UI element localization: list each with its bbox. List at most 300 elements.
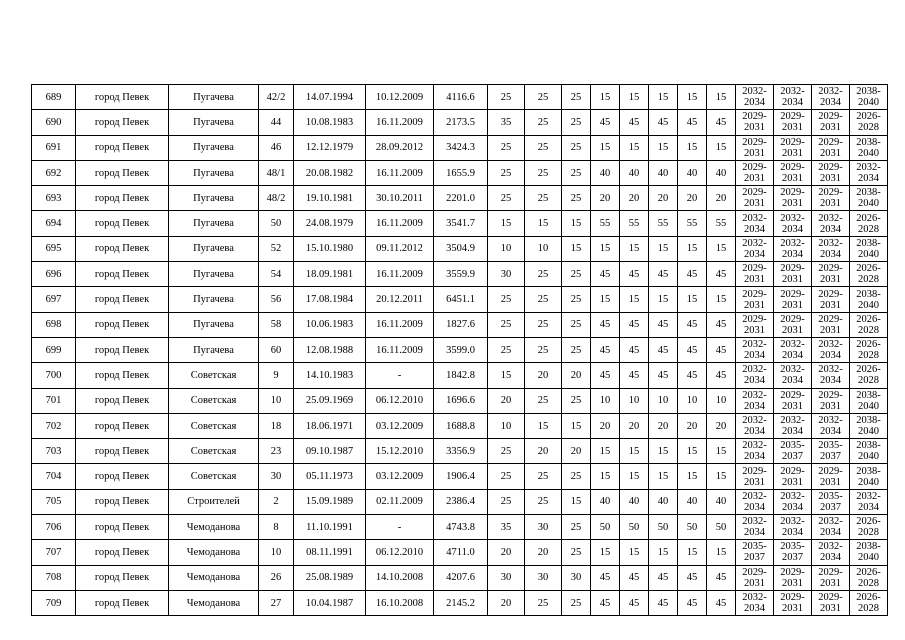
wear-percent-cell: 25 xyxy=(562,85,591,110)
wear-percent-cell: 25 xyxy=(525,85,562,110)
wear-percent-cell: 10 xyxy=(678,388,707,413)
wear-percent-cell: 45 xyxy=(591,262,620,287)
wear-percent-cell: 45 xyxy=(678,565,707,590)
table-row xyxy=(32,337,888,362)
house-number-cell: 27 xyxy=(259,590,294,615)
city-cell: город Певек xyxy=(76,160,169,185)
wear-percent-cell: 20 xyxy=(591,413,620,438)
wear-percent-cell: 45 xyxy=(591,110,620,135)
table-body xyxy=(32,85,888,616)
wear-percent-cell: 25 xyxy=(488,287,525,312)
house-number-cell: 54 xyxy=(259,262,294,287)
wear-percent-cell: 40 xyxy=(707,160,736,185)
survey-date-cell: 16.11.2009 xyxy=(366,262,434,287)
repair-period-cell: 2029-2031 xyxy=(812,464,850,489)
city-cell: город Певек xyxy=(76,464,169,489)
repair-period-cell: 2029-2031 xyxy=(774,186,812,211)
repair-period-cell: 2032-2034 xyxy=(850,489,888,514)
area-cell: 2201.0 xyxy=(434,186,488,211)
street-cell: Пугачева xyxy=(169,135,259,160)
wear-percent-cell: 25 xyxy=(525,337,562,362)
survey-date-cell: 30.10.2011 xyxy=(366,186,434,211)
wear-percent-cell: 45 xyxy=(678,337,707,362)
commission-date-cell: 10.04.1987 xyxy=(294,590,366,615)
survey-date-cell: 28.09.2012 xyxy=(366,135,434,160)
wear-percent-cell: 15 xyxy=(591,540,620,565)
survey-date-cell: 16.10.2008 xyxy=(366,590,434,615)
commission-date-cell: 15.10.1980 xyxy=(294,236,366,261)
wear-percent-cell: 45 xyxy=(591,590,620,615)
wear-percent-cell: 45 xyxy=(649,590,678,615)
street-cell: Чемоданова xyxy=(169,540,259,565)
repair-period-cell: 2035-2037 xyxy=(774,439,812,464)
area-cell: 2145.2 xyxy=(434,590,488,615)
city-cell: город Певек xyxy=(76,211,169,236)
wear-percent-cell: 20 xyxy=(678,413,707,438)
area-cell: 3559.9 xyxy=(434,262,488,287)
commission-date-cell: 24.08.1979 xyxy=(294,211,366,236)
table-row xyxy=(32,135,888,160)
wear-percent-cell: 10 xyxy=(591,388,620,413)
wear-percent-cell: 45 xyxy=(649,565,678,590)
wear-percent-cell: 25 xyxy=(562,262,591,287)
repair-period-cell: 2029-2031 xyxy=(774,110,812,135)
survey-date-cell: 16.11.2009 xyxy=(366,312,434,337)
wear-percent-cell: 15 xyxy=(707,464,736,489)
wear-percent-cell: 15 xyxy=(525,211,562,236)
table-row xyxy=(32,540,888,565)
survey-date-cell: 16.11.2009 xyxy=(366,160,434,185)
table-row xyxy=(32,489,888,514)
repair-period-cell: 2026-2028 xyxy=(850,337,888,362)
repair-period-cell: 2029-2031 xyxy=(812,110,850,135)
city-cell: город Певек xyxy=(76,110,169,135)
wear-percent-cell: 20 xyxy=(707,186,736,211)
wear-percent-cell: 15 xyxy=(488,211,525,236)
repair-period-cell: 2038-2040 xyxy=(850,388,888,413)
wear-percent-cell: 45 xyxy=(678,262,707,287)
wear-percent-cell: 25 xyxy=(488,439,525,464)
street-cell: Советская xyxy=(169,363,259,388)
repair-period-cell: 2029-2031 xyxy=(812,388,850,413)
house-number-cell: 26 xyxy=(259,565,294,590)
area-cell: 1688.8 xyxy=(434,413,488,438)
repair-period-cell: 2032-2034 xyxy=(812,211,850,236)
row-number-cell: 705 xyxy=(32,489,76,514)
house-number-cell: 48/1 xyxy=(259,160,294,185)
wear-percent-cell: 15 xyxy=(707,236,736,261)
row-number-cell: 690 xyxy=(32,110,76,135)
repair-period-cell: 2029-2031 xyxy=(774,262,812,287)
house-number-cell: 46 xyxy=(259,135,294,160)
repair-period-cell: 2029-2031 xyxy=(736,565,774,590)
wear-percent-cell: 25 xyxy=(488,464,525,489)
wear-percent-cell: 15 xyxy=(707,439,736,464)
wear-percent-cell: 25 xyxy=(525,590,562,615)
wear-percent-cell: 25 xyxy=(525,312,562,337)
commission-date-cell: 25.08.1989 xyxy=(294,565,366,590)
wear-percent-cell: 10 xyxy=(707,388,736,413)
area-cell: 1696.6 xyxy=(434,388,488,413)
table-row xyxy=(32,186,888,211)
survey-date-cell: 09.11.2012 xyxy=(366,236,434,261)
wear-percent-cell: 25 xyxy=(562,186,591,211)
wear-percent-cell: 10 xyxy=(488,413,525,438)
row-number-cell: 707 xyxy=(32,540,76,565)
wear-percent-cell: 45 xyxy=(707,565,736,590)
repair-period-cell: 2032-2034 xyxy=(812,363,850,388)
repair-period-cell: 2029-2031 xyxy=(774,135,812,160)
repair-period-cell: 2032-2034 xyxy=(774,413,812,438)
wear-percent-cell: 25 xyxy=(525,110,562,135)
wear-percent-cell: 20 xyxy=(562,363,591,388)
commission-date-cell: 19.10.1981 xyxy=(294,186,366,211)
house-number-cell: 58 xyxy=(259,312,294,337)
wear-percent-cell: 15 xyxy=(562,211,591,236)
wear-percent-cell: 45 xyxy=(620,262,649,287)
row-number-cell: 708 xyxy=(32,565,76,590)
house-number-cell: 56 xyxy=(259,287,294,312)
commission-date-cell: 10.06.1983 xyxy=(294,312,366,337)
repair-period-cell: 2032-2034 xyxy=(812,413,850,438)
wear-percent-cell: 30 xyxy=(488,565,525,590)
repair-period-cell: 2032-2034 xyxy=(736,489,774,514)
wear-percent-cell: 45 xyxy=(649,337,678,362)
table-row xyxy=(32,236,888,261)
wear-percent-cell: 15 xyxy=(649,135,678,160)
commission-date-cell: 18.09.1981 xyxy=(294,262,366,287)
wear-percent-cell: 25 xyxy=(525,135,562,160)
row-number-cell: 691 xyxy=(32,135,76,160)
repair-period-cell: 2029-2031 xyxy=(812,312,850,337)
street-cell: Пугачева xyxy=(169,85,259,110)
repair-period-cell: 2038-2040 xyxy=(850,540,888,565)
street-cell: Пугачева xyxy=(169,312,259,337)
repair-period-cell: 2026-2028 xyxy=(850,312,888,337)
wear-percent-cell: 20 xyxy=(707,413,736,438)
repair-period-cell: 2029-2031 xyxy=(774,590,812,615)
repair-period-cell: 2029-2031 xyxy=(736,312,774,337)
wear-percent-cell: 15 xyxy=(620,287,649,312)
repair-period-cell: 2029-2031 xyxy=(812,186,850,211)
wear-percent-cell: 25 xyxy=(562,540,591,565)
wear-percent-cell: 45 xyxy=(620,312,649,337)
survey-date-cell: - xyxy=(366,363,434,388)
repair-period-cell: 2038-2040 xyxy=(850,135,888,160)
wear-percent-cell: 45 xyxy=(707,312,736,337)
area-cell: 1842.8 xyxy=(434,363,488,388)
wear-percent-cell: 20 xyxy=(525,439,562,464)
wear-percent-cell: 15 xyxy=(620,236,649,261)
row-number-cell: 696 xyxy=(32,262,76,287)
table-row xyxy=(32,413,888,438)
repair-period-cell: 2029-2031 xyxy=(774,464,812,489)
wear-percent-cell: 15 xyxy=(620,85,649,110)
wear-percent-cell: 50 xyxy=(678,515,707,540)
wear-percent-cell: 25 xyxy=(562,160,591,185)
wear-percent-cell: 35 xyxy=(488,515,525,540)
wear-percent-cell: 40 xyxy=(591,489,620,514)
wear-percent-cell: 50 xyxy=(620,515,649,540)
wear-percent-cell: 55 xyxy=(591,211,620,236)
wear-percent-cell: 20 xyxy=(525,540,562,565)
street-cell: Строителей xyxy=(169,489,259,514)
commission-date-cell: 14.07.1994 xyxy=(294,85,366,110)
survey-date-cell: 16.11.2009 xyxy=(366,337,434,362)
wear-percent-cell: 25 xyxy=(488,489,525,514)
wear-percent-cell: 45 xyxy=(649,363,678,388)
area-cell: 4743.8 xyxy=(434,515,488,540)
wear-percent-cell: 15 xyxy=(525,413,562,438)
commission-date-cell: 17.08.1984 xyxy=(294,287,366,312)
row-number-cell: 709 xyxy=(32,590,76,615)
wear-percent-cell: 15 xyxy=(620,464,649,489)
house-number-cell: 10 xyxy=(259,540,294,565)
wear-percent-cell: 25 xyxy=(488,337,525,362)
wear-percent-cell: 40 xyxy=(620,489,649,514)
wear-percent-cell: 15 xyxy=(678,439,707,464)
wear-percent-cell: 45 xyxy=(678,110,707,135)
wear-percent-cell: 45 xyxy=(620,110,649,135)
repair-period-cell: 2029-2031 xyxy=(774,312,812,337)
wear-percent-cell: 10 xyxy=(488,236,525,261)
survey-date-cell: 06.12.2010 xyxy=(366,540,434,565)
wear-percent-cell: 45 xyxy=(707,590,736,615)
repair-period-cell: 2032-2034 xyxy=(850,160,888,185)
wear-percent-cell: 15 xyxy=(620,135,649,160)
wear-percent-cell: 25 xyxy=(488,312,525,337)
wear-percent-cell: 20 xyxy=(649,413,678,438)
wear-percent-cell: 20 xyxy=(591,186,620,211)
commission-date-cell: 05.11.1973 xyxy=(294,464,366,489)
area-cell: 1906.4 xyxy=(434,464,488,489)
repair-period-cell: 2026-2028 xyxy=(850,211,888,236)
wear-percent-cell: 40 xyxy=(678,160,707,185)
house-number-cell: 60 xyxy=(259,337,294,362)
wear-percent-cell: 55 xyxy=(620,211,649,236)
table-row xyxy=(32,312,888,337)
street-cell: Пугачева xyxy=(169,262,259,287)
city-cell: город Певек xyxy=(76,590,169,615)
street-cell: Пугачева xyxy=(169,186,259,211)
wear-percent-cell: 15 xyxy=(562,489,591,514)
repair-period-cell: 2029-2031 xyxy=(812,262,850,287)
repair-period-cell: 2029-2031 xyxy=(736,287,774,312)
survey-date-cell: 16.11.2009 xyxy=(366,211,434,236)
table-row xyxy=(32,160,888,185)
survey-date-cell: 20.12.2011 xyxy=(366,287,434,312)
house-number-cell: 30 xyxy=(259,464,294,489)
wear-percent-cell: 20 xyxy=(678,186,707,211)
city-cell: город Певек xyxy=(76,135,169,160)
city-cell: город Певек xyxy=(76,85,169,110)
wear-percent-cell: 15 xyxy=(707,135,736,160)
street-cell: Пугачева xyxy=(169,287,259,312)
repair-period-cell: 2026-2028 xyxy=(850,565,888,590)
wear-percent-cell: 40 xyxy=(707,489,736,514)
repair-period-cell: 2029-2031 xyxy=(736,186,774,211)
row-number-cell: 692 xyxy=(32,160,76,185)
city-cell: город Певек xyxy=(76,413,169,438)
repair-period-cell: 2038-2040 xyxy=(850,464,888,489)
commission-date-cell: 10.08.1983 xyxy=(294,110,366,135)
commission-date-cell: 12.12.1979 xyxy=(294,135,366,160)
commission-date-cell: 18.06.1971 xyxy=(294,413,366,438)
wear-percent-cell: 15 xyxy=(678,236,707,261)
survey-date-cell: 16.11.2009 xyxy=(366,110,434,135)
wear-percent-cell: 25 xyxy=(562,515,591,540)
house-number-cell: 8 xyxy=(259,515,294,540)
area-cell: 3424.3 xyxy=(434,135,488,160)
row-number-cell: 701 xyxy=(32,388,76,413)
wear-percent-cell: 45 xyxy=(707,262,736,287)
repair-period-cell: 2038-2040 xyxy=(850,287,888,312)
wear-percent-cell: 55 xyxy=(678,211,707,236)
repair-period-cell: 2026-2028 xyxy=(850,515,888,540)
repair-period-cell: 2038-2040 xyxy=(850,85,888,110)
wear-percent-cell: 30 xyxy=(488,262,525,287)
wear-percent-cell: 15 xyxy=(488,363,525,388)
wear-percent-cell: 45 xyxy=(620,590,649,615)
wear-percent-cell: 15 xyxy=(591,287,620,312)
wear-percent-cell: 25 xyxy=(525,186,562,211)
wear-percent-cell: 15 xyxy=(649,236,678,261)
wear-percent-cell: 10 xyxy=(620,388,649,413)
commission-date-cell: 08.11.1991 xyxy=(294,540,366,565)
wear-percent-cell: 15 xyxy=(678,464,707,489)
survey-date-cell: 14.10.2008 xyxy=(366,565,434,590)
wear-percent-cell: 15 xyxy=(678,135,707,160)
area-cell: 3541.7 xyxy=(434,211,488,236)
wear-percent-cell: 55 xyxy=(707,211,736,236)
house-number-cell: 50 xyxy=(259,211,294,236)
wear-percent-cell: 15 xyxy=(649,464,678,489)
city-cell: город Певек xyxy=(76,489,169,514)
repair-period-cell: 2026-2028 xyxy=(850,590,888,615)
wear-percent-cell: 25 xyxy=(488,135,525,160)
house-number-cell: 52 xyxy=(259,236,294,261)
city-cell: город Певек xyxy=(76,439,169,464)
wear-percent-cell: 15 xyxy=(591,464,620,489)
survey-date-cell: 10.12.2009 xyxy=(366,85,434,110)
wear-percent-cell: 15 xyxy=(707,85,736,110)
wear-percent-cell: 15 xyxy=(591,135,620,160)
wear-percent-cell: 20 xyxy=(488,540,525,565)
table-row xyxy=(32,439,888,464)
wear-percent-cell: 15 xyxy=(649,540,678,565)
wear-percent-cell: 25 xyxy=(525,464,562,489)
repair-period-cell: 2029-2031 xyxy=(774,287,812,312)
wear-percent-cell: 25 xyxy=(488,85,525,110)
area-cell: 4711.0 xyxy=(434,540,488,565)
wear-percent-cell: 50 xyxy=(649,515,678,540)
table-row xyxy=(32,262,888,287)
street-cell: Пугачева xyxy=(169,236,259,261)
repair-period-cell: 2029-2031 xyxy=(736,464,774,489)
street-cell: Советская xyxy=(169,439,259,464)
wear-percent-cell: 25 xyxy=(525,160,562,185)
wear-percent-cell: 45 xyxy=(649,110,678,135)
wear-percent-cell: 45 xyxy=(620,337,649,362)
house-number-cell: 9 xyxy=(259,363,294,388)
row-number-cell: 693 xyxy=(32,186,76,211)
commission-date-cell: 09.10.1987 xyxy=(294,439,366,464)
wear-percent-cell: 40 xyxy=(649,489,678,514)
repair-period-cell: 2032-2034 xyxy=(774,211,812,236)
repair-period-cell: 2038-2040 xyxy=(850,236,888,261)
street-cell: Пугачева xyxy=(169,211,259,236)
wear-percent-cell: 45 xyxy=(707,363,736,388)
street-cell: Пугачева xyxy=(169,110,259,135)
wear-percent-cell: 25 xyxy=(525,262,562,287)
wear-percent-cell: 45 xyxy=(591,312,620,337)
table-row xyxy=(32,388,888,413)
repair-period-cell: 2032-2034 xyxy=(736,439,774,464)
house-number-cell: 44 xyxy=(259,110,294,135)
wear-percent-cell: 40 xyxy=(649,160,678,185)
wear-percent-cell: 45 xyxy=(678,590,707,615)
repair-period-cell: 2032-2034 xyxy=(736,211,774,236)
repair-period-cell: 2035-2037 xyxy=(774,540,812,565)
repair-period-cell: 2032-2034 xyxy=(774,515,812,540)
city-cell: город Певек xyxy=(76,363,169,388)
street-cell: Советская xyxy=(169,464,259,489)
wear-percent-cell: 15 xyxy=(591,439,620,464)
city-cell: город Певек xyxy=(76,262,169,287)
wear-percent-cell: 40 xyxy=(620,160,649,185)
table-row xyxy=(32,515,888,540)
repair-period-cell: 2032-2034 xyxy=(812,540,850,565)
street-cell: Советская xyxy=(169,413,259,438)
wear-percent-cell: 50 xyxy=(591,515,620,540)
wear-percent-cell: 40 xyxy=(591,160,620,185)
wear-percent-cell: 45 xyxy=(591,363,620,388)
row-number-cell: 700 xyxy=(32,363,76,388)
wear-percent-cell: 25 xyxy=(562,135,591,160)
row-number-cell: 698 xyxy=(32,312,76,337)
commission-date-cell: 15.09.1989 xyxy=(294,489,366,514)
house-number-cell: 18 xyxy=(259,413,294,438)
wear-percent-cell: 20 xyxy=(525,363,562,388)
street-cell: Чемоданова xyxy=(169,515,259,540)
repair-period-cell: 2029-2031 xyxy=(736,262,774,287)
wear-percent-cell: 15 xyxy=(678,85,707,110)
city-cell: город Певек xyxy=(76,337,169,362)
repair-period-cell: 2038-2040 xyxy=(850,413,888,438)
wear-percent-cell: 45 xyxy=(678,363,707,388)
street-cell: Чемоданова xyxy=(169,590,259,615)
repair-period-cell: 2029-2031 xyxy=(774,565,812,590)
wear-percent-cell: 15 xyxy=(562,236,591,261)
repair-period-cell: 2032-2034 xyxy=(774,337,812,362)
repair-period-cell: 2029-2031 xyxy=(812,135,850,160)
repair-period-cell: 2038-2040 xyxy=(850,186,888,211)
street-cell: Пугачева xyxy=(169,337,259,362)
city-cell: город Певек xyxy=(76,186,169,211)
repair-period-cell: 2032-2034 xyxy=(736,413,774,438)
commission-date-cell: 25.09.1969 xyxy=(294,388,366,413)
wear-percent-cell: 45 xyxy=(649,262,678,287)
wear-percent-cell: 15 xyxy=(649,439,678,464)
repair-period-cell: 2035-2037 xyxy=(812,439,850,464)
survey-date-cell: 06.12.2010 xyxy=(366,388,434,413)
wear-percent-cell: 15 xyxy=(707,287,736,312)
area-cell: 3599.0 xyxy=(434,337,488,362)
repair-period-cell: 2029-2031 xyxy=(774,160,812,185)
house-number-cell: 23 xyxy=(259,439,294,464)
city-cell: город Певек xyxy=(76,287,169,312)
repair-period-cell: 2029-2031 xyxy=(812,565,850,590)
